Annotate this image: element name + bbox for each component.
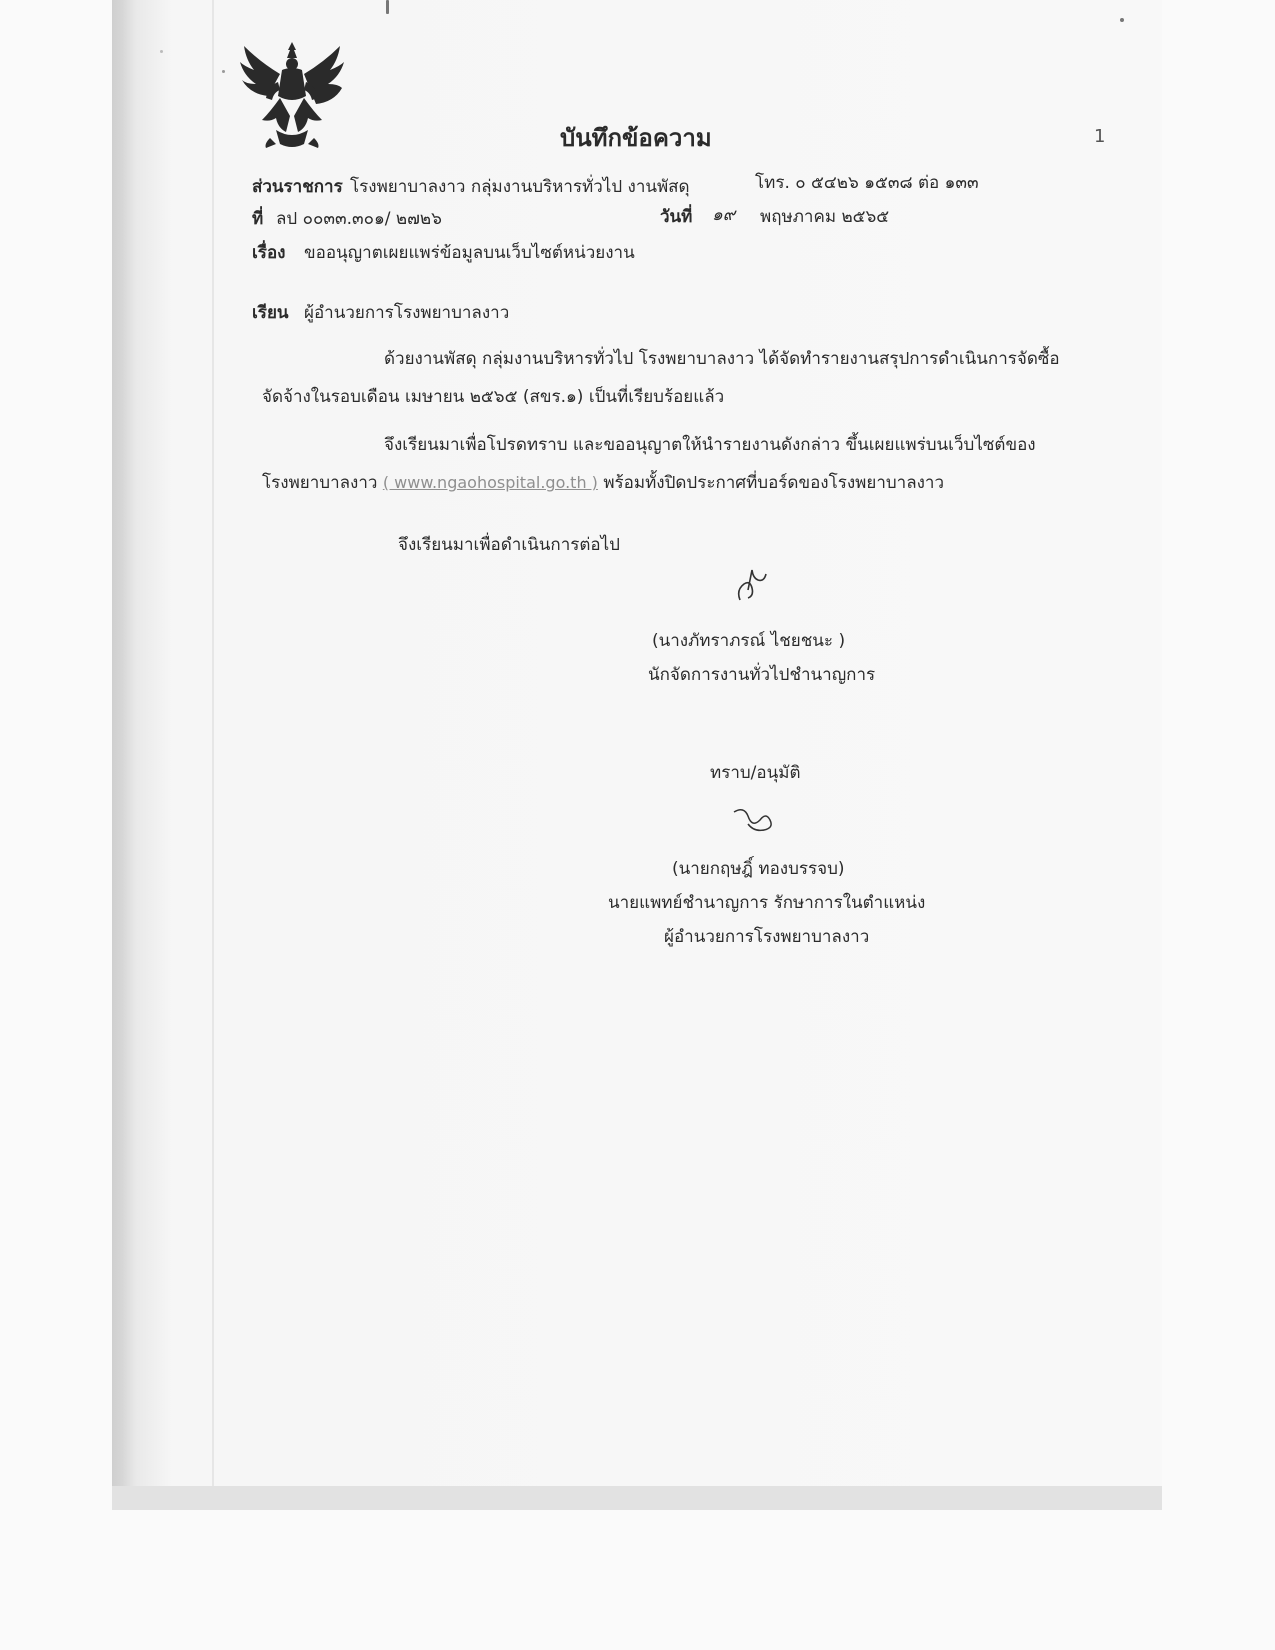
scan-speck xyxy=(386,0,389,14)
approval-text: ทราบ/อนุมัติ xyxy=(710,763,801,783)
signer2-name: (นายกฤษฎิ์ ทองบรรจบ) xyxy=(672,859,845,879)
scan-speck xyxy=(222,70,225,73)
phone-number: โทร. ๐ ๕๔๒๖ ๑๕๓๘ ต่อ ๑๓๓ xyxy=(755,173,979,193)
memo-title: บันทึกข้อความ xyxy=(560,124,712,152)
paragraph1-line1: ด้วยงานพัสดุ กลุ่มงานบริหารทั่วไป โรงพยาบาลงาว ได้จัดทำรายงานสรุปการดำเนินการจัดซื้อ xyxy=(384,349,1060,369)
scan-speck xyxy=(160,50,163,53)
date-month-year: พฤษภาคม ๒๕๖๕ xyxy=(760,207,890,227)
agency-label: ส่วนราชการ xyxy=(252,177,343,197)
ref-label: ที่ xyxy=(252,209,264,229)
scan-speck xyxy=(1120,18,1124,22)
hospital-website-link[interactable]: ( www.ngaohospital.go.th ) xyxy=(382,473,598,492)
paragraph2-line2 xyxy=(262,472,944,494)
signer1-position: นักจัดการงานทั่วไปชำนาญการ xyxy=(648,665,876,685)
signer2-position-line2: ผู้อำนวยการโรงพยาบาลงาว xyxy=(664,927,870,947)
paragraph2-text-start: โรงพยาบาลงาว xyxy=(262,473,378,493)
agency-value: โรงพยาบาลงาว กลุ่มงานบริหารทั่วไป งานพัสดุ xyxy=(350,177,690,197)
signature-1-icon xyxy=(730,560,774,606)
paragraph1-line2: จัดจ้างในรอบเดือน เมษายน ๒๕๖๕ (สขร.๑) เป็นที่เรียบร้อยแล้ว xyxy=(262,387,725,407)
ref-value: ลป ๐๐๓๓.๓๐๑/ ๒๗๒๖ xyxy=(276,209,442,229)
paragraph2-text-end: พร้อมทั้งปิดประกาศที่บอร์ดของโรงพยาบาลงาว xyxy=(603,473,945,493)
subject-value: ขออนุญาตเผยแพร่ข้อมูลบนเว็บไซต์หน่วยงาน xyxy=(304,243,635,263)
closing-line: จึงเรียนมาเพื่อดำเนินการต่อไป xyxy=(398,535,620,555)
date-label: วันที่ xyxy=(660,207,693,227)
scanned-page xyxy=(112,0,1162,1510)
page-mark: 1 xyxy=(1094,126,1106,147)
date-day: ๑๙ xyxy=(712,205,736,225)
signer2-position-line1: นายแพทย์ชำนาญการ รักษาการในตำแหน่ง xyxy=(608,893,926,913)
scan-bottom-edge xyxy=(112,1486,1162,1510)
paragraph2-line1: จึงเรียนมาเพื่อโปรดทราบ และขออนุญาตให้นำรายงานดังกล่าว ขึ้นเผยแพร่บนเว็บไซต์ของ xyxy=(384,435,1036,455)
garuda-emblem-icon xyxy=(240,38,344,150)
signature-2-icon xyxy=(730,804,780,834)
to-value: ผู้อำนวยการโรงพยาบาลงาว xyxy=(304,303,510,323)
subject-label: เรื่อง xyxy=(252,243,286,263)
signer1-name: (นางภัทราภรณ์ ไชยชนะ ) xyxy=(652,631,846,651)
to-label: เรียน xyxy=(252,303,289,323)
